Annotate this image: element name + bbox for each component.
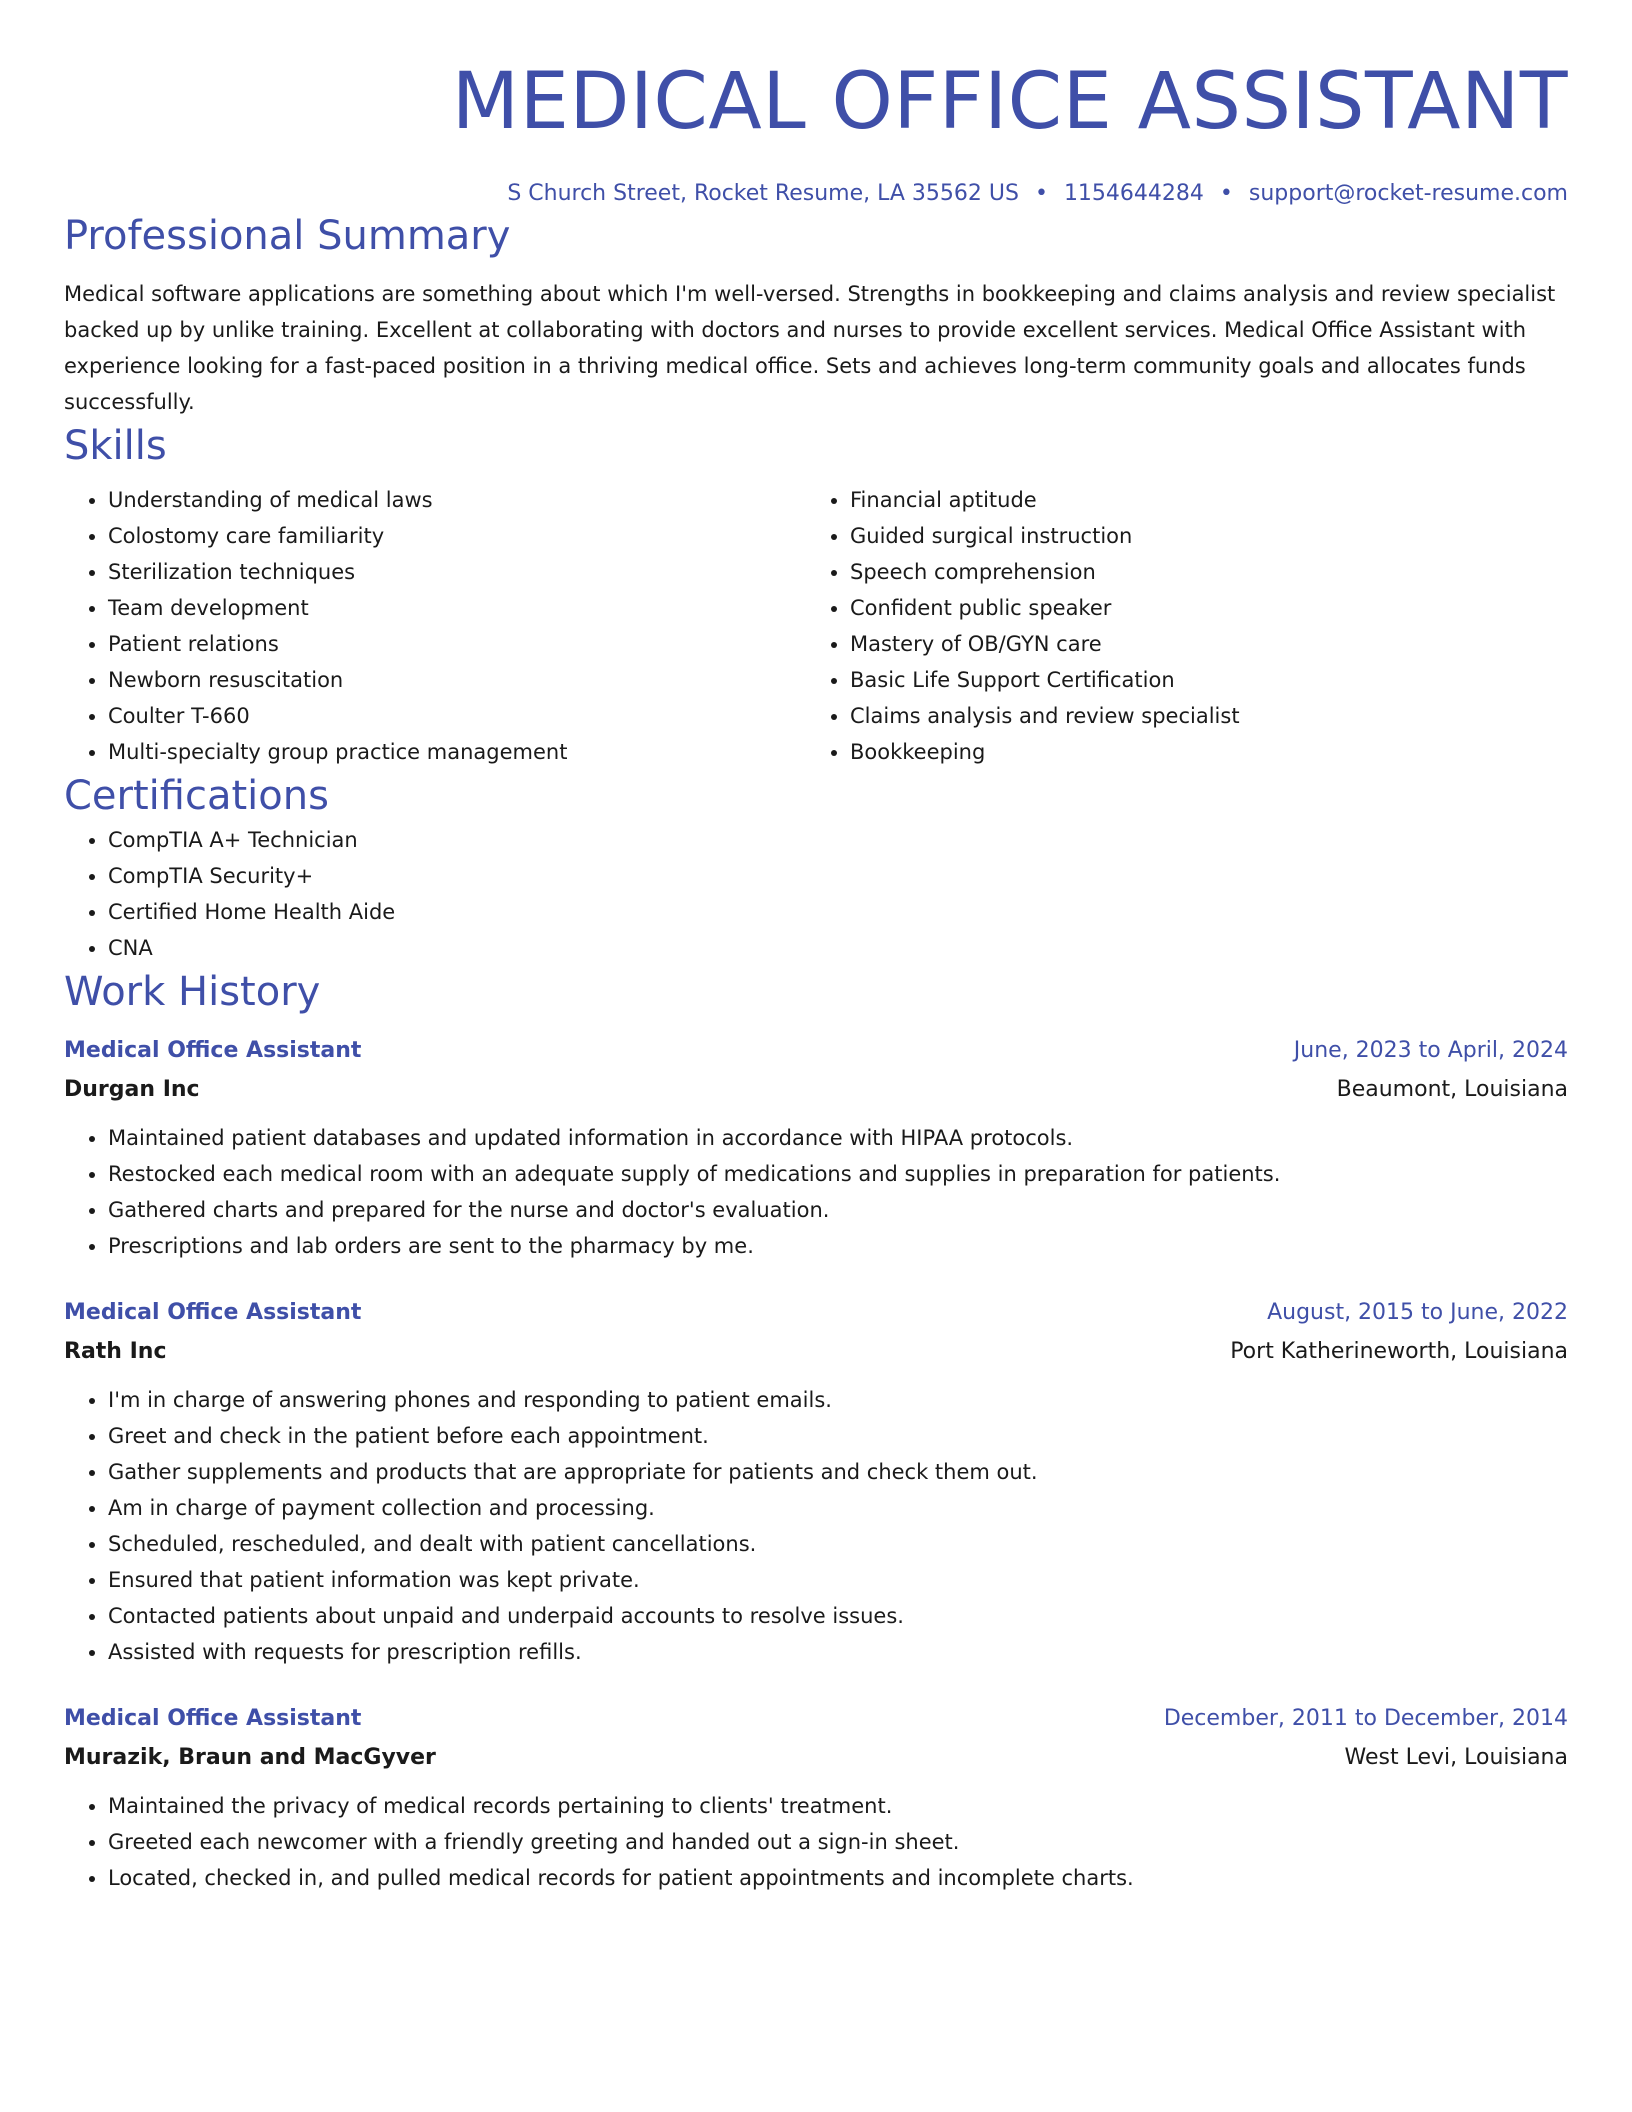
job-duty: • Gathered charts and prepared for the nurse and doctor's evaluation. xyxy=(108,1192,1568,1228)
job-duty: • Maintained patient databases and updated information in accordance with HIPAA protocols. xyxy=(108,1120,1568,1156)
certification-item: • CNA xyxy=(108,930,1568,966)
job-dates: December, 2011 to December, 2014 xyxy=(1163,1706,1568,1731)
job-duty: • Prescriptions and lab orders are sent to the pharmacy by me. xyxy=(108,1228,1568,1264)
job-duties-list xyxy=(64,1788,1568,1896)
skill-item: • Understanding of medical laws xyxy=(108,482,806,518)
skills-list-left xyxy=(64,482,806,770)
skill-item: • Patient relations xyxy=(108,626,806,662)
job-duty: • Gather supplements and products that are appropriate for patients and check them out. xyxy=(108,1454,1568,1490)
summary-heading: Professional Summary xyxy=(64,213,511,259)
job-title-row xyxy=(64,1700,1568,1738)
job-duty: • Greet and check in the patient before each appointment. xyxy=(108,1418,1568,1454)
job-entry xyxy=(64,1700,1568,1896)
job-duty: • Maintained the privacy of medical records pertaining to clients' treatment. xyxy=(108,1788,1568,1824)
certifications-heading: Certifications xyxy=(64,773,329,819)
job-title: Medical Office Assistant xyxy=(64,1300,362,1325)
skill-item: • Claims analysis and review specialist xyxy=(850,698,1548,734)
contact-line xyxy=(64,178,1568,210)
skills-heading: Skills xyxy=(64,423,167,469)
job-duty: • Restocked each medical room with an adequate supply of medications and supplies in preparation for patients. xyxy=(108,1156,1568,1192)
job-dates: June, 2023 to April, 2024 xyxy=(1293,1038,1568,1063)
skill-item: • Speech comprehension xyxy=(850,554,1548,590)
job-location: Port Katherineworth, Louisiana xyxy=(1230,1339,1568,1364)
contact-email: support@rocket-resume.com xyxy=(1248,181,1568,206)
resume-name: MEDICAL OFFICE ASSISTANT xyxy=(451,57,1568,147)
skill-item: • Colostomy care familiarity xyxy=(108,518,806,554)
job-duty: • I'm in charge of answering phones and responding to patient emails. xyxy=(108,1382,1568,1418)
job-title: Medical Office Assistant xyxy=(64,1038,362,1063)
certification-item: • CompTIA A+ Technician xyxy=(108,822,1568,858)
skill-item: • Basic Life Support Certification xyxy=(850,662,1548,698)
skill-item: • Newborn resuscitation xyxy=(108,662,806,698)
certifications-list xyxy=(64,822,1568,966)
job-company-row xyxy=(64,1738,1568,1778)
skill-item: • Financial aptitude xyxy=(850,482,1548,518)
skills-list-right xyxy=(806,482,1548,770)
skills-columns xyxy=(64,482,1568,770)
job-duty: • Contacted patients about unpaid and underpaid accounts to resolve issues. xyxy=(108,1598,1568,1634)
contact-separator: • xyxy=(1034,181,1048,206)
job-company: Durgan Inc xyxy=(64,1077,200,1102)
job-company: Murazik, Braun and MacGyver xyxy=(64,1745,436,1770)
skill-item: • Multi-specialty group practice management xyxy=(108,734,806,770)
work-history-heading: Work History xyxy=(64,969,321,1015)
job-duty: • Greeted each newcomer with a friendly greeting and handed out a sign-in sheet. xyxy=(108,1824,1568,1860)
contact-separator: • xyxy=(1219,181,1233,206)
job-duties-list xyxy=(64,1120,1568,1264)
skill-item: • Mastery of OB/GYN care xyxy=(850,626,1548,662)
contact-phone: 1154644284 xyxy=(1063,181,1204,206)
skill-item: • Guided surgical instruction xyxy=(850,518,1548,554)
summary-text: Medical software applications are something about which I'm well-versed. Strengths in bookkeeping and claims analysis and review specialist backed up by unlike training. Excellent at collaborating with doctors and nurses to provide excellent services. Medical Office Assistant with experience looking for a fast-paced position in a thriving medical office. Sets and achieves long-term community goals and allocates funds successfully. xyxy=(64,282,1556,414)
job-location: Beaumont, Louisiana xyxy=(1336,1077,1568,1102)
job-entry xyxy=(64,1032,1568,1264)
job-title: Medical Office Assistant xyxy=(64,1706,362,1731)
job-entry xyxy=(64,1294,1568,1670)
job-location: West Levi, Louisiana xyxy=(1344,1745,1568,1770)
job-company: Rath Inc xyxy=(64,1339,167,1364)
job-company-row xyxy=(64,1070,1568,1110)
job-dates: August, 2015 to June, 2022 xyxy=(1267,1300,1568,1325)
skill-item: • Confident public speaker xyxy=(850,590,1548,626)
job-duties-list xyxy=(64,1382,1568,1670)
skill-item: • Bookkeeping xyxy=(850,734,1548,770)
job-duty: • Located, checked in, and pulled medical records for patient appointments and incomplete charts. xyxy=(108,1860,1568,1896)
job-company-row xyxy=(64,1332,1568,1372)
job-duty: • Scheduled, rescheduled, and dealt with patient cancellations. xyxy=(108,1526,1568,1562)
skill-item: • Team development xyxy=(108,590,806,626)
skill-item: • Coulter T-660 xyxy=(108,698,806,734)
job-title-row xyxy=(64,1032,1568,1070)
contact-address: S Church Street, Rocket Resume, LA 35562 US xyxy=(507,181,1019,206)
resume-page xyxy=(64,0,1568,1896)
job-duty: • Am in charge of payment collection and processing. xyxy=(108,1490,1568,1526)
skill-item: • Sterilization techniques xyxy=(108,554,806,590)
certification-item: • Certified Home Health Aide xyxy=(108,894,1568,930)
certification-item: • CompTIA Security+ xyxy=(108,858,1568,894)
job-title-row xyxy=(64,1294,1568,1332)
job-duty: • Ensured that patient information was kept private. xyxy=(108,1562,1568,1598)
job-duty: • Assisted with requests for prescription refills. xyxy=(108,1634,1568,1670)
